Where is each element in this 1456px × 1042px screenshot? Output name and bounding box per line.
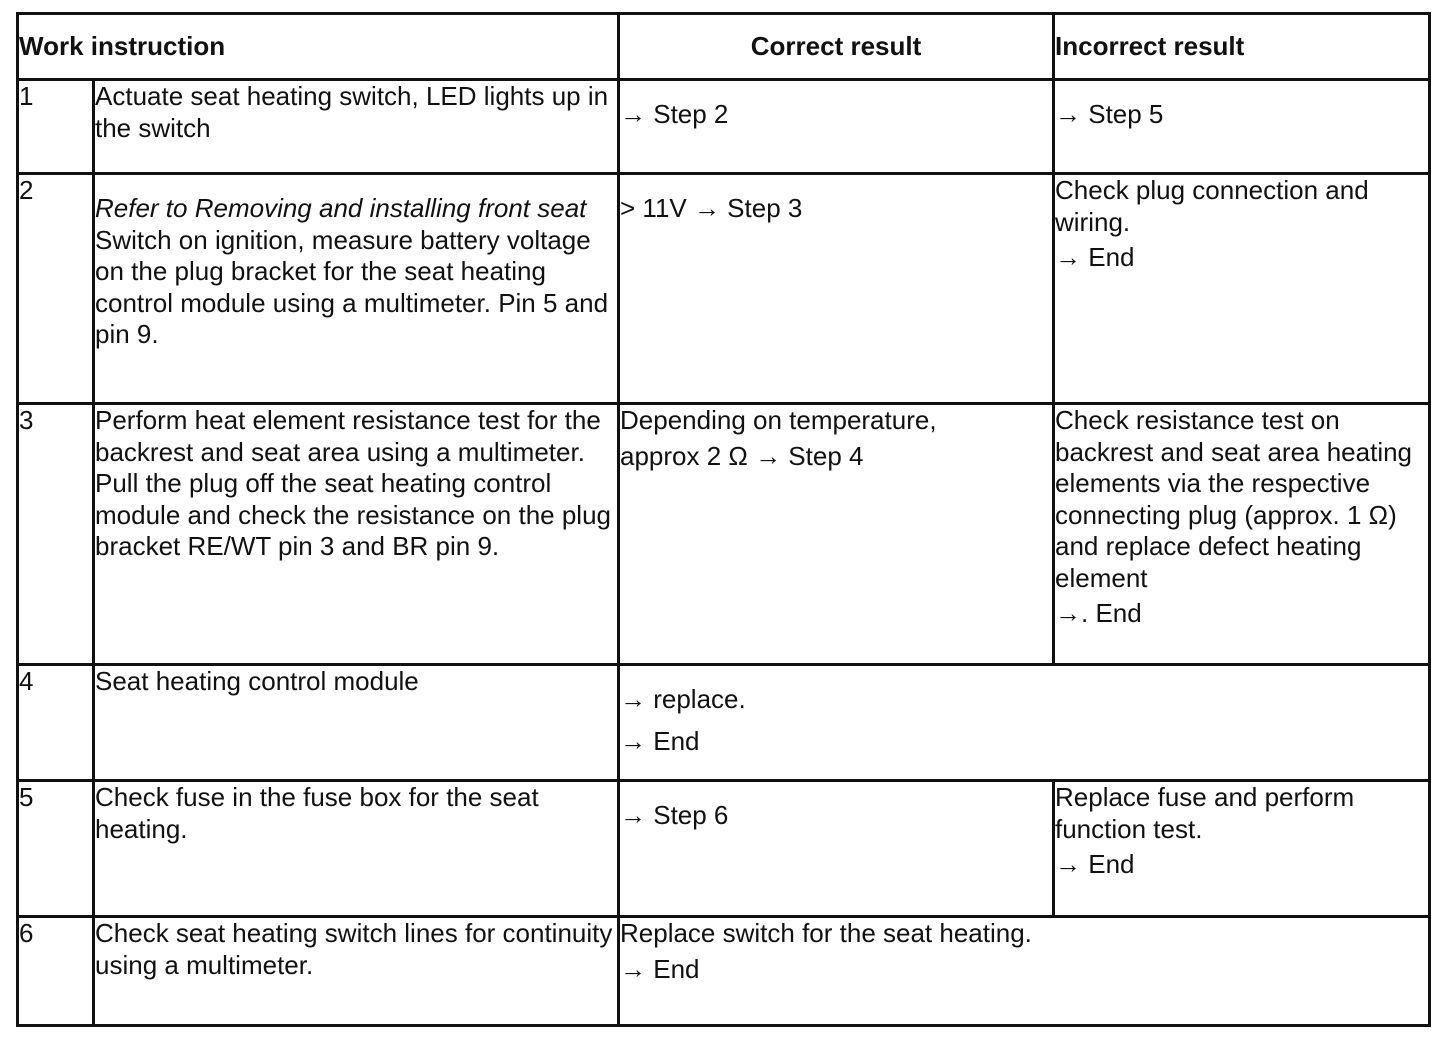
work-instruction-table — [16, 12, 1431, 1027]
header-work-instruction: Work instruction — [18, 14, 619, 80]
table-row — [18, 781, 1430, 917]
step-number: 6 — [18, 917, 94, 1026]
step-result-line: → replace. — [620, 684, 746, 714]
step-result-line: → End — [620, 953, 700, 984]
step-result-cell — [619, 917, 1430, 1026]
step-instruction: Switch on ignition, measure battery voltage on the plug bracket for the seat heating control module using a multimeter. Pin 5 and pin 9. — [95, 224, 609, 349]
step-incorrect-result-cell — [1054, 781, 1430, 917]
step-incorrect-result-cell — [1054, 404, 1430, 665]
step-instruction: Check fuse in the fuse box for the seat heating. — [94, 781, 619, 917]
step-instruction-cell — [94, 174, 619, 404]
step-number: 4 — [18, 665, 94, 781]
step-incorrect-result: Replace fuse and perform function test. — [1055, 782, 1355, 844]
table-row — [18, 665, 1430, 781]
step-instruction: Check seat heating switch lines for continuity using a multimeter. — [94, 917, 619, 1026]
step-number: 3 — [18, 404, 94, 665]
step-result-line: Replace switch for the seat heating. — [620, 918, 1032, 948]
step-instruction: Seat heating control module — [94, 665, 619, 781]
step-incorrect-next: → End — [1055, 849, 1135, 879]
step-incorrect-result: Check plug connection and wiring. — [1055, 175, 1369, 237]
step-result-cell — [619, 665, 1430, 781]
step-result-line: → End — [620, 725, 700, 756]
table-row — [18, 917, 1430, 1026]
step-number: 5 — [18, 781, 94, 917]
header-incorrect-result: Incorrect result — [1054, 14, 1430, 80]
step-correct-result-line: Depending on temperature, — [620, 405, 937, 435]
step-incorrect-result: → Step 5 — [1054, 80, 1430, 174]
step-incorrect-next: →. End — [1055, 598, 1142, 628]
step-correct-result: → Step 2 — [619, 80, 1054, 174]
work-instruction-sheet — [16, 12, 1428, 1024]
step-number: 2 — [18, 174, 94, 404]
step-correct-result: > 11V → Step 3 — [619, 174, 1054, 404]
reference-link[interactable]: Refer to Removing and installing front seat — [95, 193, 587, 223]
table-header-row — [18, 14, 1430, 80]
table-row — [18, 404, 1430, 665]
table-row — [18, 80, 1430, 174]
table-row — [18, 174, 1430, 404]
step-correct-result-cell — [619, 404, 1054, 665]
step-correct-result: → Step 6 — [619, 781, 1054, 917]
step-incorrect-next: → End — [1055, 242, 1135, 272]
step-incorrect-result-cell — [1054, 174, 1430, 404]
step-incorrect-result: Check resistance test on backrest and seat area heating elements via the respective connecting plug (approx. 1 Ω) and replace defect heating element — [1055, 405, 1413, 593]
step-instruction: Perform heat element resistance test for the backrest and seat area using a multimeter. Pull the plug off the seat heating control module and check the resistance on the plug bracket RE/WT pin 3 and BR pin 9. — [94, 404, 619, 665]
step-number: 1 — [18, 80, 94, 174]
step-instruction: Actuate seat heating switch, LED lights up in the switch — [94, 80, 619, 174]
step-correct-result-line: approx 2 Ω → Step 4 — [620, 440, 864, 471]
header-correct-result: Correct result — [619, 14, 1054, 80]
